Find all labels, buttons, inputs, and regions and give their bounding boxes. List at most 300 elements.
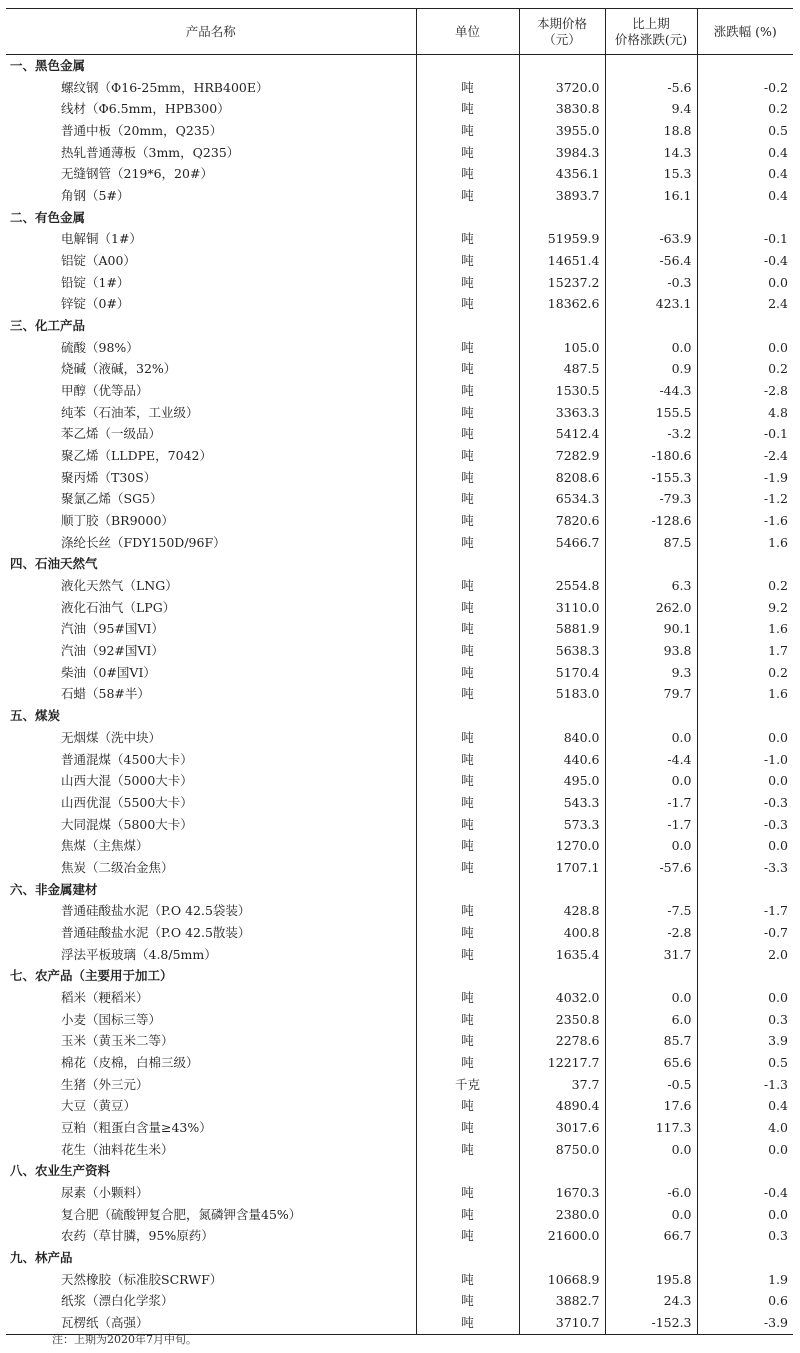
price-change: 0.0 (605, 770, 697, 792)
product-name: 无烟煤（洗中块） (61, 729, 162, 745)
current-price: 440.6 (519, 749, 605, 771)
price-change: 16.1 (605, 185, 697, 207)
product-name: 玉米（黄玉米二等） (61, 1033, 174, 1049)
product-unit: 吨 (416, 532, 519, 554)
price-change: 87.5 (605, 532, 697, 554)
product-name: 普通中板（20mm，Q235） (61, 123, 223, 139)
product-row (6, 662, 793, 684)
current-price: 10668.9 (519, 1269, 605, 1291)
product-unit: 吨 (416, 683, 519, 705)
header-unit: 单位 (416, 9, 519, 55)
change-percent: -1.3 (697, 1074, 793, 1096)
category-row (6, 55, 793, 77)
change-percent: 0.3 (697, 1225, 793, 1247)
empty-cell (605, 553, 697, 575)
footnote: 注：上期为2020年7月中旬。 (52, 1333, 197, 1346)
change-percent: 1.7 (697, 640, 793, 662)
product-unit: 吨 (416, 163, 519, 185)
change-percent: 0.2 (697, 575, 793, 597)
price-change: -63.9 (605, 228, 697, 250)
product-row (6, 488, 793, 510)
change-percent: 1.6 (697, 618, 793, 640)
product-row (6, 1095, 793, 1117)
product-name: 焦煤（主焦煤） (61, 838, 149, 854)
empty-cell (605, 705, 697, 727)
price-change: -2.8 (605, 922, 697, 944)
product-name: 小麦（国标三等） (61, 1011, 162, 1027)
current-price: 1270.0 (519, 835, 605, 857)
product-name: 铝锭（A00） (61, 253, 136, 269)
current-price: 5638.3 (519, 640, 605, 662)
product-unit: 吨 (416, 922, 519, 944)
product-row (6, 1117, 793, 1139)
product-name: 焦炭（二级冶金焦） (61, 859, 174, 875)
price-change: 31.7 (605, 944, 697, 966)
price-change: 0.0 (605, 1139, 697, 1161)
product-name: 线材（Φ6.5mm，HPB300） (61, 101, 230, 117)
price-change: 24.3 (605, 1290, 697, 1312)
change-percent: 0.4 (697, 185, 793, 207)
product-name: 豆粕（粗蛋白含量≥43%） (61, 1119, 212, 1135)
product-name: 聚氯乙烯（SG5） (61, 491, 163, 507)
product-name: 大同混煤（5800大卡） (61, 816, 193, 832)
empty-cell (416, 315, 519, 337)
category-title: 七、农产品（主要用于加工） (10, 968, 173, 984)
change-percent: 0.0 (697, 337, 793, 359)
current-price: 3984.3 (519, 142, 605, 164)
empty-cell (697, 1247, 793, 1269)
change-percent: -3.3 (697, 857, 793, 879)
product-unit: 吨 (416, 727, 519, 749)
current-price: 12217.7 (519, 1052, 605, 1074)
change-percent: 1.6 (697, 532, 793, 554)
product-unit: 吨 (416, 358, 519, 380)
change-percent: -2.4 (697, 445, 793, 467)
header-current-price-line1: 本期价格 (536, 15, 587, 31)
change-percent: -3.9 (697, 1312, 793, 1334)
empty-cell (697, 55, 793, 77)
product-name: 山西优混（5500大卡） (61, 794, 193, 810)
price-change: 0.0 (605, 1204, 697, 1226)
empty-cell (416, 207, 519, 229)
change-percent: -0.2 (697, 77, 793, 99)
product-unit: 吨 (416, 98, 519, 120)
empty-cell (697, 965, 793, 987)
product-name: 汽油（92#国VI） (61, 643, 164, 659)
empty-cell (416, 55, 519, 77)
product-row (6, 337, 793, 359)
product-unit: 吨 (416, 120, 519, 142)
product-unit: 吨 (416, 1139, 519, 1161)
price-change: 155.5 (605, 402, 697, 424)
product-row (6, 835, 793, 857)
price-change: -152.3 (605, 1312, 697, 1334)
current-price: 3110.0 (519, 597, 605, 619)
current-price: 14651.4 (519, 250, 605, 272)
product-name: 石蜡（58#半） (61, 686, 150, 702)
product-name: 锌锭（0#） (61, 296, 130, 312)
product-row (6, 770, 793, 792)
change-percent: 4.8 (697, 402, 793, 424)
product-unit: 吨 (416, 423, 519, 445)
price-change: 117.3 (605, 1117, 697, 1139)
price-change: -5.6 (605, 77, 697, 99)
product-row (6, 250, 793, 272)
current-price: 400.8 (519, 922, 605, 944)
empty-cell (697, 207, 793, 229)
price-change: 90.1 (605, 618, 697, 640)
product-name: 甲醇（优等品） (61, 383, 149, 399)
current-price: 5412.4 (519, 423, 605, 445)
product-name: 苯乙烯（一级品） (61, 426, 162, 442)
product-name: 尿素（小颗料） (61, 1184, 149, 1200)
empty-cell (519, 879, 605, 901)
product-name: 花生（油料花生米） (61, 1141, 174, 1157)
product-row (6, 142, 793, 164)
category-row (6, 553, 793, 575)
change-percent: 0.3 (697, 1009, 793, 1031)
empty-cell (605, 965, 697, 987)
empty-cell (519, 705, 605, 727)
current-price: 2278.6 (519, 1030, 605, 1052)
product-unit: 吨 (416, 857, 519, 879)
price-change: 15.3 (605, 163, 697, 185)
product-name: 烧碱（液碱，32%） (61, 361, 177, 377)
change-percent: 0.6 (697, 1290, 793, 1312)
change-percent: 0.5 (697, 120, 793, 142)
product-unit: 吨 (416, 402, 519, 424)
product-name: 角钢（5#） (61, 188, 130, 204)
product-unit: 吨 (416, 1030, 519, 1052)
category-title: 八、农业生产资料 (10, 1163, 111, 1179)
product-unit: 吨 (416, 1182, 519, 1204)
price-change: 93.8 (605, 640, 697, 662)
price-change: -0.5 (605, 1074, 697, 1096)
product-row (6, 358, 793, 380)
current-price: 8208.6 (519, 467, 605, 489)
current-price: 8750.0 (519, 1139, 605, 1161)
price-change: 0.0 (605, 987, 697, 1009)
change-percent: 0.0 (697, 987, 793, 1009)
change-percent: 0.4 (697, 163, 793, 185)
product-unit: 吨 (416, 900, 519, 922)
product-unit: 吨 (416, 293, 519, 315)
price-change: -44.3 (605, 380, 697, 402)
product-name: 硫酸（98%） (61, 339, 139, 355)
product-row (6, 380, 793, 402)
product-name: 大豆（黄豆） (61, 1098, 137, 1114)
price-change: -1.7 (605, 814, 697, 836)
category-row (6, 1160, 793, 1182)
current-price: 5466.7 (519, 532, 605, 554)
change-percent: -0.7 (697, 922, 793, 944)
product-row (6, 922, 793, 944)
product-name: 天然橡胶（标准胶SCRWF） (61, 1271, 223, 1287)
product-unit: 吨 (416, 618, 519, 640)
product-name: 螺纹钢（Φ16-25mm，HRB400E） (61, 79, 269, 95)
product-name: 聚乙烯（LLDPE，7042） (61, 448, 212, 464)
change-percent: 0.0 (697, 770, 793, 792)
category-title: 四、石油天然气 (10, 556, 98, 572)
change-percent: 0.2 (697, 358, 793, 380)
product-name: 普通硅酸盐水泥（P.O 42.5袋装） (61, 903, 251, 919)
current-price: 1707.1 (519, 857, 605, 879)
price-change: 9.4 (605, 98, 697, 120)
empty-cell (605, 1247, 697, 1269)
header-current-price-line2: （元） (543, 31, 581, 47)
current-price: 105.0 (519, 337, 605, 359)
empty-cell (605, 55, 697, 77)
empty-cell (519, 965, 605, 987)
product-row (6, 1182, 793, 1204)
empty-cell (416, 965, 519, 987)
current-price: 5881.9 (519, 618, 605, 640)
product-row (6, 228, 793, 250)
product-row (6, 792, 793, 814)
current-price: 4356.1 (519, 163, 605, 185)
product-unit: 吨 (416, 467, 519, 489)
product-unit: 吨 (416, 272, 519, 294)
product-row (6, 98, 793, 120)
current-price: 3710.7 (519, 1312, 605, 1334)
current-price: 1670.3 (519, 1182, 605, 1204)
product-name: 顺丁胶（BR9000） (61, 513, 174, 529)
product-unit: 吨 (416, 575, 519, 597)
category-row (6, 879, 793, 901)
product-name: 农药（草甘膦，95%原药） (61, 1228, 214, 1244)
product-row (6, 293, 793, 315)
product-unit: 吨 (416, 987, 519, 1009)
change-percent: -0.1 (697, 423, 793, 445)
change-percent: -0.1 (697, 228, 793, 250)
change-percent: 4.0 (697, 1117, 793, 1139)
product-row (6, 510, 793, 532)
product-name: 铅锭（1#） (61, 274, 130, 290)
product-name: 生猪（外三元） (61, 1076, 149, 1092)
category-title: 六、非金属建材 (10, 881, 98, 897)
price-change: -79.3 (605, 488, 697, 510)
table-header (6, 9, 793, 55)
price-change: 0.0 (605, 727, 697, 749)
category-title: 二、有色金属 (10, 209, 86, 225)
product-unit: 吨 (416, 770, 519, 792)
price-change: 65.6 (605, 1052, 697, 1074)
product-row (6, 185, 793, 207)
product-name: 电解铜（1#） (61, 231, 142, 247)
product-row (6, 597, 793, 619)
product-row (6, 857, 793, 879)
change-percent: 0.0 (697, 1139, 793, 1161)
change-percent: 1.6 (697, 683, 793, 705)
product-unit: 吨 (416, 142, 519, 164)
empty-cell (697, 879, 793, 901)
product-unit: 吨 (416, 488, 519, 510)
current-price: 573.3 (519, 814, 605, 836)
change-percent: -1.0 (697, 749, 793, 771)
current-price: 7820.6 (519, 510, 605, 532)
empty-cell (697, 553, 793, 575)
current-price: 3893.7 (519, 185, 605, 207)
current-price: 37.7 (519, 1074, 605, 1096)
current-price: 487.5 (519, 358, 605, 380)
price-change: -0.3 (605, 272, 697, 294)
table-body (6, 55, 793, 1335)
product-row (6, 814, 793, 836)
product-unit: 吨 (416, 445, 519, 467)
product-name: 液化石油气（LPG） (61, 599, 176, 615)
change-percent: -0.3 (697, 792, 793, 814)
change-percent: 0.0 (697, 835, 793, 857)
change-percent: -2.8 (697, 380, 793, 402)
product-row (6, 749, 793, 771)
current-price: 3882.7 (519, 1290, 605, 1312)
product-unit: 吨 (416, 814, 519, 836)
price-change: 14.3 (605, 142, 697, 164)
empty-cell (697, 1160, 793, 1182)
product-name: 稻米（粳稻米） (61, 989, 149, 1005)
product-row (6, 944, 793, 966)
change-percent: 0.4 (697, 1095, 793, 1117)
change-percent: 2.4 (697, 293, 793, 315)
change-percent: -0.4 (697, 1182, 793, 1204)
change-percent: -0.4 (697, 250, 793, 272)
product-name: 瓦楞纸（高强） (6, 1312, 416, 1334)
product-name: 柴油（0#国VI） (61, 664, 156, 680)
change-percent: -1.6 (697, 510, 793, 532)
price-change: -57.6 (605, 857, 697, 879)
product-unit: 吨 (416, 749, 519, 771)
change-percent: 0.4 (697, 142, 793, 164)
product-unit: 吨 (416, 1225, 519, 1247)
product-unit: 吨 (416, 1204, 519, 1226)
price-change: 66.7 (605, 1225, 697, 1247)
price-change: 6.3 (605, 575, 697, 597)
product-name: 聚丙烯（T30S） (61, 469, 157, 485)
price-change: 423.1 (605, 293, 697, 315)
current-price: 2554.8 (519, 575, 605, 597)
product-row (6, 727, 793, 749)
product-row (6, 77, 793, 99)
price-change: 18.8 (605, 120, 697, 142)
current-price: 3017.6 (519, 1117, 605, 1139)
empty-cell (519, 553, 605, 575)
change-percent: 1.9 (697, 1269, 793, 1291)
current-price: 840.0 (519, 727, 605, 749)
change-percent: 0.2 (697, 662, 793, 684)
product-unit: 吨 (416, 662, 519, 684)
empty-cell (416, 879, 519, 901)
price-change: -56.4 (605, 250, 697, 272)
current-price: 15237.2 (519, 272, 605, 294)
product-unit: 吨 (416, 597, 519, 619)
current-price: 428.8 (519, 900, 605, 922)
product-row (6, 640, 793, 662)
product-row (6, 987, 793, 1009)
empty-cell (519, 1160, 605, 1182)
change-percent: 0.0 (697, 272, 793, 294)
change-percent: 2.0 (697, 944, 793, 966)
product-row (6, 1052, 793, 1074)
product-unit: 吨 (416, 792, 519, 814)
change-percent: -1.7 (697, 900, 793, 922)
product-name: 纸浆（漂白化学浆） (61, 1293, 174, 1309)
current-price: 3955.0 (519, 120, 605, 142)
change-percent: 0.5 (697, 1052, 793, 1074)
product-row (6, 532, 793, 554)
change-percent: -0.3 (697, 814, 793, 836)
product-unit: 吨 (416, 640, 519, 662)
current-price: 4890.4 (519, 1095, 605, 1117)
current-price: 51959.9 (519, 228, 605, 250)
current-price: 21600.0 (519, 1225, 605, 1247)
price-change: -1.7 (605, 792, 697, 814)
price-change: 0.0 (605, 337, 697, 359)
empty-cell (605, 207, 697, 229)
empty-cell (519, 315, 605, 337)
price-change: 79.7 (605, 683, 697, 705)
current-price: 5170.4 (519, 662, 605, 684)
price-change: -3.2 (605, 423, 697, 445)
header-current-price (519, 9, 605, 55)
product-unit: 吨 (416, 185, 519, 207)
change-percent: -1.9 (697, 467, 793, 489)
change-percent: 0.0 (697, 1204, 793, 1226)
current-price: 3830.8 (519, 98, 605, 120)
change-percent: -1.2 (697, 488, 793, 510)
empty-cell (519, 207, 605, 229)
header-change-percent: 涨跌幅 (%) (697, 9, 793, 55)
product-unit: 吨 (416, 228, 519, 250)
product-row (6, 683, 793, 705)
empty-cell (519, 55, 605, 77)
category-row (6, 207, 793, 229)
category-title: 九、林产品 (10, 1249, 73, 1265)
product-name: 涤纶长丝（FDY150D/96F） (61, 534, 226, 550)
product-unit: 吨 (416, 1312, 519, 1334)
empty-cell (416, 1247, 519, 1269)
current-price: 543.3 (519, 792, 605, 814)
empty-cell (519, 1247, 605, 1269)
change-percent: 0.0 (697, 727, 793, 749)
empty-cell (605, 315, 697, 337)
product-name: 汽油（95#国VI） (61, 621, 164, 637)
price-change: -180.6 (605, 445, 697, 467)
product-row (6, 467, 793, 489)
product-unit: 吨 (416, 1269, 519, 1291)
product-row (6, 1204, 793, 1226)
product-unit: 千克 (416, 1074, 519, 1096)
category-row (6, 315, 793, 337)
product-row (6, 402, 793, 424)
change-percent: 0.2 (697, 98, 793, 120)
price-change: -7.5 (605, 900, 697, 922)
price-change: 9.3 (605, 662, 697, 684)
product-unit: 吨 (416, 1052, 519, 1074)
product-row (6, 618, 793, 640)
product-unit: 吨 (416, 337, 519, 359)
price-table (6, 8, 793, 1335)
current-price: 3363.3 (519, 402, 605, 424)
category-title: 一、黑色金属 (10, 58, 86, 73)
current-price: 6534.3 (519, 488, 605, 510)
product-row (6, 1030, 793, 1052)
product-row (6, 1139, 793, 1161)
current-price: 1530.5 (519, 380, 605, 402)
current-price: 7282.9 (519, 445, 605, 467)
price-change: -155.3 (605, 467, 697, 489)
product-unit: 吨 (416, 380, 519, 402)
product-row (6, 1269, 793, 1291)
